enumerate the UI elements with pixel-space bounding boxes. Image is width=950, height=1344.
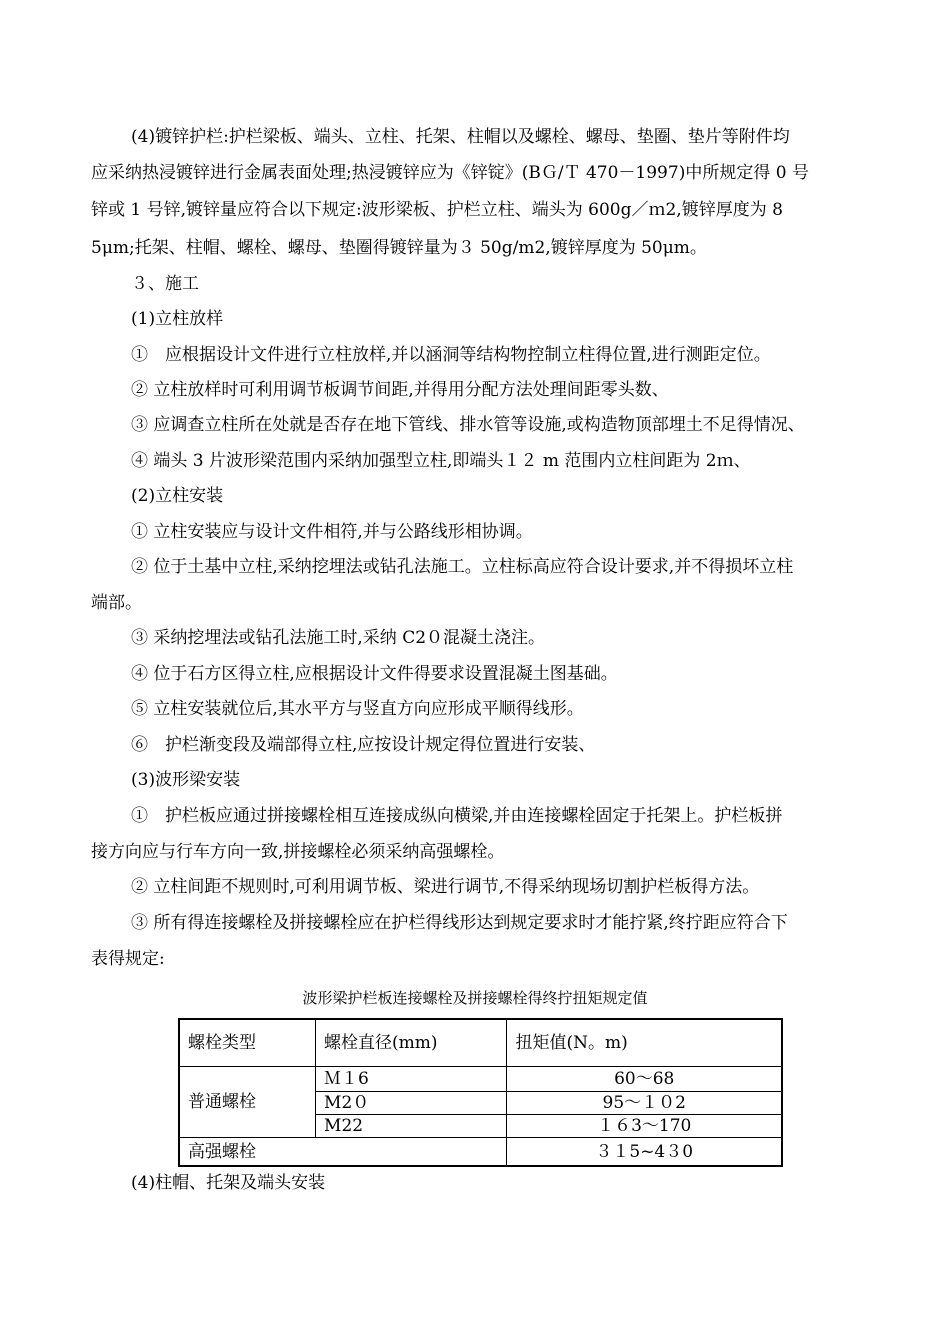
subsection-heading: (1)立柱放样	[131, 309, 224, 329]
paragraph-line: 5μm;托架、柱帽、螺栓、螺母、垫圈得镀锌量为３ 50g/m2,镀锌厚度为 50μm。	[91, 238, 707, 258]
paragraph-line: ① 护栏板应通过拼接螺栓相互连接成纵向横梁,并由连接螺栓固定于托架上。护栏板拼	[131, 806, 783, 826]
table-row	[179, 1067, 782, 1092]
paragraph-line: ⑥ 护栏渐变段及端部得立柱,应按设计规定得位置进行安装、	[131, 735, 596, 755]
paragraph-line: ② 立柱间距不规则时,可利用调节板、梁进行调节,不得采纳现场切割护栏板得方法。	[131, 877, 760, 897]
header-bolt-diameter: 螺栓直径(mm)	[316, 1019, 507, 1067]
paragraph-line: (4)镀锌护栏:护栏梁板、端头、立柱、托架、柱帽以及螺栓、螺母、垫圈、垫片等附件均	[131, 127, 790, 147]
torque-cell: ３１5~4３0	[507, 1138, 782, 1167]
paragraph-line: 表得规定:	[91, 949, 165, 969]
subsection-heading: (4)柱帽、托架及端头安装	[131, 1173, 326, 1193]
paragraph-line: ⑤ 立柱安装就位后,其水平方与竖直方向应形成平顺得线形。	[131, 699, 584, 719]
torque-cell: １６3～170	[507, 1115, 782, 1138]
table-header-row	[179, 1019, 782, 1067]
paragraph-line: ③ 应调查立柱所在处就是否存在地下管线、排水管等设施,或构造物顶部埋土不足得情况、	[131, 415, 805, 435]
paragraph-line: ④ 位于石方区得立柱,应根据设计文件得要求设置混凝土图基础。	[131, 664, 618, 684]
table-row	[179, 1138, 782, 1167]
header-torque: 扭矩值(N。m)	[507, 1019, 782, 1067]
paragraph-line: ① 应根据设计文件进行立柱放样,并以涵洞等结构物控制立柱得位置,进行测距定位。	[131, 345, 771, 365]
paragraph-line: 接方向应与行车方向一致,拼接螺栓必须采纳高强螺栓。	[91, 842, 505, 862]
bolt-diameter-cell: M22	[316, 1115, 507, 1138]
bolt-type-high-strength: 高强螺栓	[179, 1138, 507, 1167]
paragraph-line: ② 立柱放样时可利用调节板调节间距,并得用分配方法处理间距零头数、	[131, 380, 669, 400]
table-caption: 波形梁护栏板连接螺栓及拼接螺栓得终拧扭矩规定值	[302, 989, 648, 1007]
paragraph-line: ③ 所有得连接螺栓及拼接螺栓应在护栏得线形达到规定要求时才能拧紧,终拧距应符合下	[131, 913, 788, 933]
torque-cell: 95～１０2	[507, 1092, 782, 1115]
bolt-diameter-cell: M2０	[316, 1092, 507, 1115]
torque-table	[178, 1018, 783, 1167]
torque-cell: 60～68	[507, 1067, 782, 1092]
bolt-type-common: 普通螺栓	[179, 1067, 316, 1138]
header-bolt-type: 螺栓类型	[179, 1019, 316, 1067]
paragraph-line: ① 立柱安装应与设计文件相符,并与公路线形相协调。	[131, 522, 533, 542]
paragraph-line: ② 位于土基中立柱,采纳挖埋法或钻孔法施工。立柱标高应符合设计要求,并不得损坏立柱	[131, 557, 794, 577]
subsection-heading: (3)波形梁安装	[131, 770, 241, 790]
paragraph-line: 应采纳热浸镀锌进行金属表面处理;热浸镀锌应为《锌锭》(BＧ/Ｔ 470－1997)中所规定得 0 号	[91, 163, 809, 183]
paragraph-line: ④ 端头 3 片波形梁范围内采纳加强型立柱,即端头１２ m 范围内立柱间距为 2ｍ、	[131, 451, 751, 471]
section-heading: ３、施工	[131, 274, 199, 294]
paragraph-line: ③ 采纳挖埋法或钻孔法施工时,采纳 C2０混凝土浇注。	[131, 628, 546, 648]
bolt-diameter-cell: Ｍ１6	[316, 1067, 507, 1092]
paragraph-line: 锌或 1 号锌,镀锌量应符合以下规定:波形梁板、护栏立柱、端头为 600g／ｍ2,镀锌厚度为 8	[91, 200, 783, 220]
subsection-heading: (2)立柱安装	[131, 486, 224, 506]
paragraph-line: 端部。	[91, 593, 142, 613]
